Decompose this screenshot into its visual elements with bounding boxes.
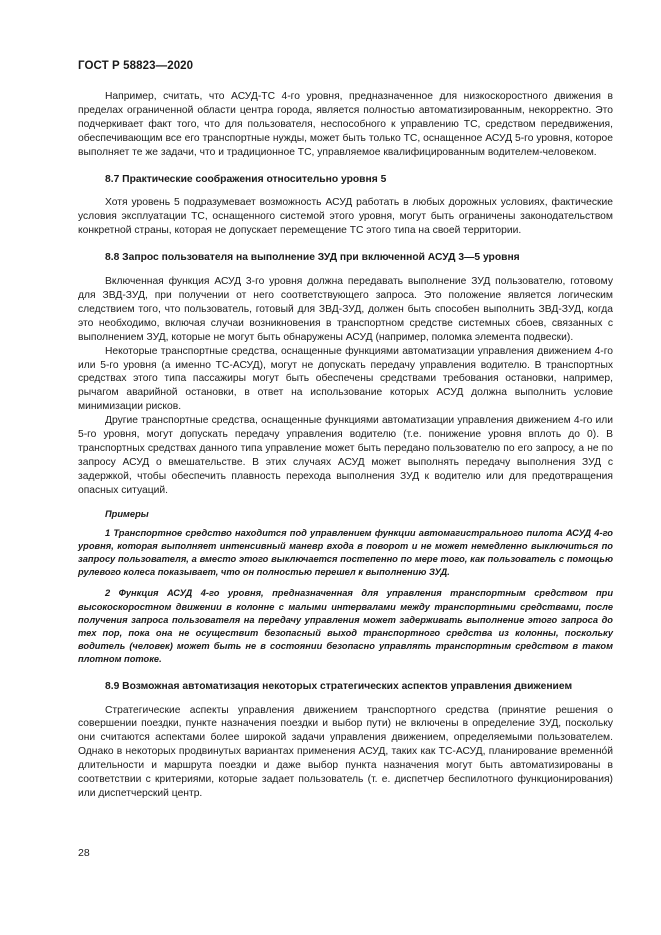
document-body: [78, 90, 613, 801]
section-heading-8-8: 8.8 Запрос пользователя на выполнение ЗУД при включенной АСУД 3—5 уровня: [105, 252, 520, 264]
example-item: 2 Функция АСУД 4-го уровня, предназначенная для управления транспортным средством при высокоскоростном движении в колонне с малыми интервалами между транспортными средствами, после получения запроса пользователя на передачу управления может задерживать выполнение этого запроса до тех пор, пока она не осуществит безопасный выход транспортного средства из колонны, поскольку водитель (человек) может быть не в состоянии безопасно управлять транспортным средством в таком плотном потоке.: [78, 588, 613, 665]
standard-code-header: ГОСТ Р 58823—2020: [78, 60, 194, 72]
section-heading-8-9: 8.9 Возможная автоматизация некоторых стратегических аспектов управления движением: [105, 680, 573, 692]
example-item: 1 Транспортное средство находится под управлением функции автомагистрального пилота АСУД 4-го уровня, которая выполняет интенсивный маневр входа в поворот и не может немедленно выключиться по запросу пользователя, а вместо этого выключается постепенно по мере того, как пользователь с помощью рулевого колеса показывает, что он полностью перешел к выполнению ЗУД.: [78, 527, 613, 578]
paragraph: Хотя уровень 5 подразумевает возможность АСУД работать в любых дорожных условиях, фактические условия эксплуатации ТС, оснащенного системой этого уровня, могут быть ограничены законодательством конкретной страны, которая не допускает перемещение ТС этого типа на своей территории.: [78, 197, 613, 237]
examples-heading: Примеры: [105, 508, 149, 519]
paragraph: Например, считать, что АСУД-ТС 4-го уровня, предназначенное для низкоскоростного движения в пределах ограниченной области центра города, является полностью автоматизированным, некорректно. Это подчеркивает факт того, что для пользователя, неспособного к управлению ТС, средством передвижения, обеспечивающим все его транспортные нужды, может быть только ТС, оснащенное АСУД 5-го уровня, которое выполняет те же задачи, что и традиционное ТС, управляемое квалифицированным водителем-человеком.: [78, 91, 613, 158]
paragraph: Стратегические аспекты управления движением транспортного средства (принятие решения о совершении поездки, пункте назначения поездки и выбор пути) не включены в определение ЗУД, поскольку они считаются аспектами более широкой задачи управления движением, определяемыми пользователем. Однако в некоторых продвинутых вариантах применения АСУД, таких как ТС-АСУД, планирование временно́й длительности и маршрута поездки и даже выбор пункта назначения могут быть автоматизированы в соответствии с критериями, которые задает пользователь (т. е. диспетчер беспилотного функционирования) или диспетчерский центр.: [78, 704, 613, 799]
paragraph: Некоторые транспортные средства, оснащенные функциями автоматизации управления движением 4-го или 5-го уровня (а именно ТС-АСУД), могут не допускать передачу управления водителю. В транспортных средствах этого типа пассажиры могут быть обеспечены средствами требования остановки, например, рычагом аварийной остановки, в ответ на использование которых АСУД должна выполнить условие минимизации рисков.: [78, 345, 613, 413]
paragraph: Включенная функция АСУД 3-го уровня должна передавать выполнение ЗУД пользователю, готовому для ЗВД-ЗУД, при получении от него соответствующего запроса. Это положение является логическим следствием того, что пользователь, готовый для ЗВД-ЗУД, должен быть способен выполнить ЗВД-ЗУД, когда это необходимо, включая случаи возникновения в транспортном средстве системных сбоев, связанных с выполнением ЗУД, которые не могут быть обнаружены АСУД (например, поломка элемента подвески).: [78, 276, 613, 343]
page-number: 28: [78, 847, 90, 859]
paragraph: Другие транспортные средства, оснащенные функциями автоматизации управления движением 4-го или 5-го уровня, могут допускать передачу управления водителю (т.е. понижение уровня вплоть до 0). В транспортных средствах данного типа управление может быть передано пользователю по его запросу, а не по запросу АСУД о вмешательстве. В этих случаях АСУД может выполнять передачу выполнения ЗУД с задержкой, чтобы обеспечить плавность перехода выполнения ЗУД к водителю или для предотвращения опасных ситуаций.: [78, 415, 613, 496]
section-heading-8-7: 8.7 Практические соображения относительно уровня 5: [105, 173, 387, 185]
